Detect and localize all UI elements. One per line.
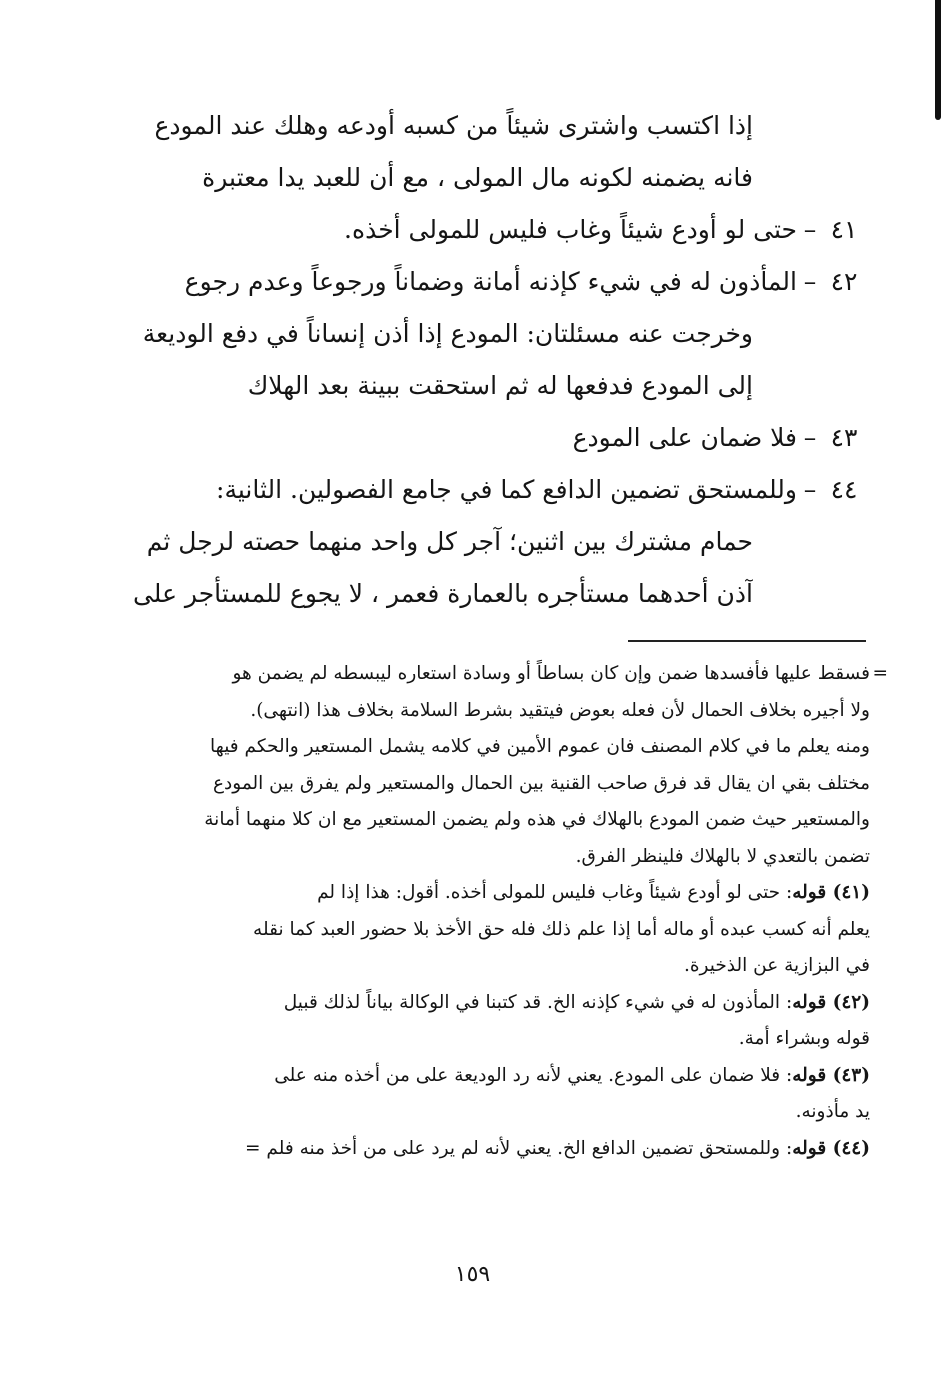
footnote-line — [118, 1131, 870, 1168]
footnote-label: (٤١) قوله — [792, 882, 870, 903]
footnote-line — [118, 1058, 870, 1095]
main-line-text: وخرجت عنه مسئلتان: المودع إذا أذن إنساناً في دفع الوديعة — [142, 319, 753, 348]
footnote-line — [118, 912, 870, 949]
main-line — [95, 360, 865, 412]
footnote-label: (٤٣) قوله — [792, 1064, 870, 1086]
main-line — [95, 100, 865, 152]
footnote-text: يد مأذونه. — [795, 1101, 870, 1122]
main-line-text: المأذون له في شيء كإذنه أمانة وضماناً ورجوعاً وعدم رجوع — [184, 267, 797, 296]
binding-edge-mark — [935, 0, 941, 120]
main-line — [95, 256, 865, 308]
footnote-line — [118, 802, 870, 839]
footnote-text: مختلف بقي ان يقال قد فرق صاحب القنية بين الحمال والمستعير ولم يفرق بين المودع — [213, 772, 870, 794]
main-line — [95, 464, 865, 516]
footnote-line — [118, 1094, 870, 1131]
number-dash: – — [803, 423, 817, 452]
number-dash: – — [803, 475, 817, 504]
footnote-line — [118, 948, 870, 985]
line-number: ٤٤ — [830, 475, 858, 504]
page-number: ١٥٩ — [454, 1262, 491, 1287]
footnote-line — [118, 729, 870, 766]
footnotes — [118, 656, 888, 1167]
footnote-text: تضمن بالتعدي لا بالهلاك فلينظر الفرق. — [575, 845, 870, 867]
footnote-text: : فلا ضمان على المودع. يعني لأنه رد الوديعة على من أخذه منه على — [274, 1064, 793, 1086]
number-dash: – — [803, 215, 817, 244]
footnote-line — [118, 875, 870, 912]
main-line — [95, 308, 865, 360]
footnote-text: قوله وبشراء أمة. — [738, 1028, 870, 1049]
main-text — [95, 100, 865, 620]
footnote-line — [118, 693, 870, 730]
main-line-text: وللمستحق تضمين الدافع كما في جامع الفصولين. الثانية: — [216, 475, 797, 504]
footnote-label: (٤٤) قوله — [792, 1137, 870, 1159]
line-number: ٤٣ — [830, 423, 858, 452]
footnote-text: والمستعير حيث ضمن المودع بالهلاك في هذه ولم يضمن المستعير مع ان كلا منهما أمانة — [204, 809, 870, 830]
footnote-text: : المأذون له في شيء كإذنه الخ. قد كتبنا في الوكالة بياناً لذلك قبيل — [283, 991, 793, 1013]
main-line-text: إذا اكتسب واشترى شيئاً من كسبه أودعه وهلك عند المودع — [154, 111, 753, 140]
continuation-mark: = — [872, 663, 888, 684]
footnote-text: : وللمستحق تضمين الدافع الخ. يعني لأنه لم يرد على من أخذ منه فلم = — [245, 1137, 793, 1159]
main-line — [95, 568, 865, 620]
footnote-text: فسقط عليها فأفسدها ضمن وإن كان بساطاً أو وسادة استعاره ليبسطه لم يضمن هو — [232, 663, 870, 684]
main-line — [95, 152, 865, 204]
footnote-text: في البزازية عن الذخيرة. — [683, 955, 870, 976]
main-line — [95, 412, 865, 464]
footnote-line — [118, 985, 870, 1022]
line-number: ٤١ — [830, 215, 858, 244]
number-dash: – — [803, 267, 817, 296]
footnote-line — [118, 839, 870, 876]
footnote-line — [118, 1021, 870, 1058]
main-line-text: إلى المودع فدفعها له ثم استحقت ببينة بعد الهلاك — [247, 371, 753, 400]
footnote-text: يعلم أنه كسب عبده أو ماله أما إذا علم ذلك فله حق الأخذ بلا حضور العبد كما نقله — [253, 918, 870, 940]
footnote-label: (٤٢) قوله — [792, 991, 870, 1013]
main-line-text: آذن أحدهما مستأجره بالعمارة فعمر ، لا يجوع للمستأجر على — [132, 579, 753, 608]
main-line-text: فلا ضمان على المودع — [572, 423, 797, 452]
footnote-separator — [628, 640, 866, 642]
footnote-line — [118, 766, 870, 803]
main-line — [95, 204, 865, 256]
main-line — [95, 516, 865, 568]
footnote-text: ومنه يعلم ما في كلام المصنف فان عموم الأمين في كلامه يشمل المستعير والحكم فيها — [210, 736, 870, 757]
footnote-text: ولا أجيره بخلاف الحمال لأن فعله بعوض فيتقيد بشرط السلامة بخلاف هذا (انتهى). — [250, 699, 870, 721]
footnote-line — [118, 656, 870, 693]
line-number: ٤٢ — [830, 267, 858, 296]
main-line-text: حتى لو أودع شيئاً وغاب فليس للمولى أخذه. — [344, 215, 797, 244]
main-line-text: فانه يضمنه لكونه مال المولى ، مع أن للعبد يدا معتبرة — [202, 163, 753, 192]
footnote-text: : حتى لو أودع شيئاً وغاب فليس للمولى أخذه. أقول: هذا إذا لم — [317, 882, 793, 903]
main-line-text: حمام مشترك بين اثنين؛ آجر كل واحد منهما حصته لرجل ثم — [146, 527, 753, 556]
